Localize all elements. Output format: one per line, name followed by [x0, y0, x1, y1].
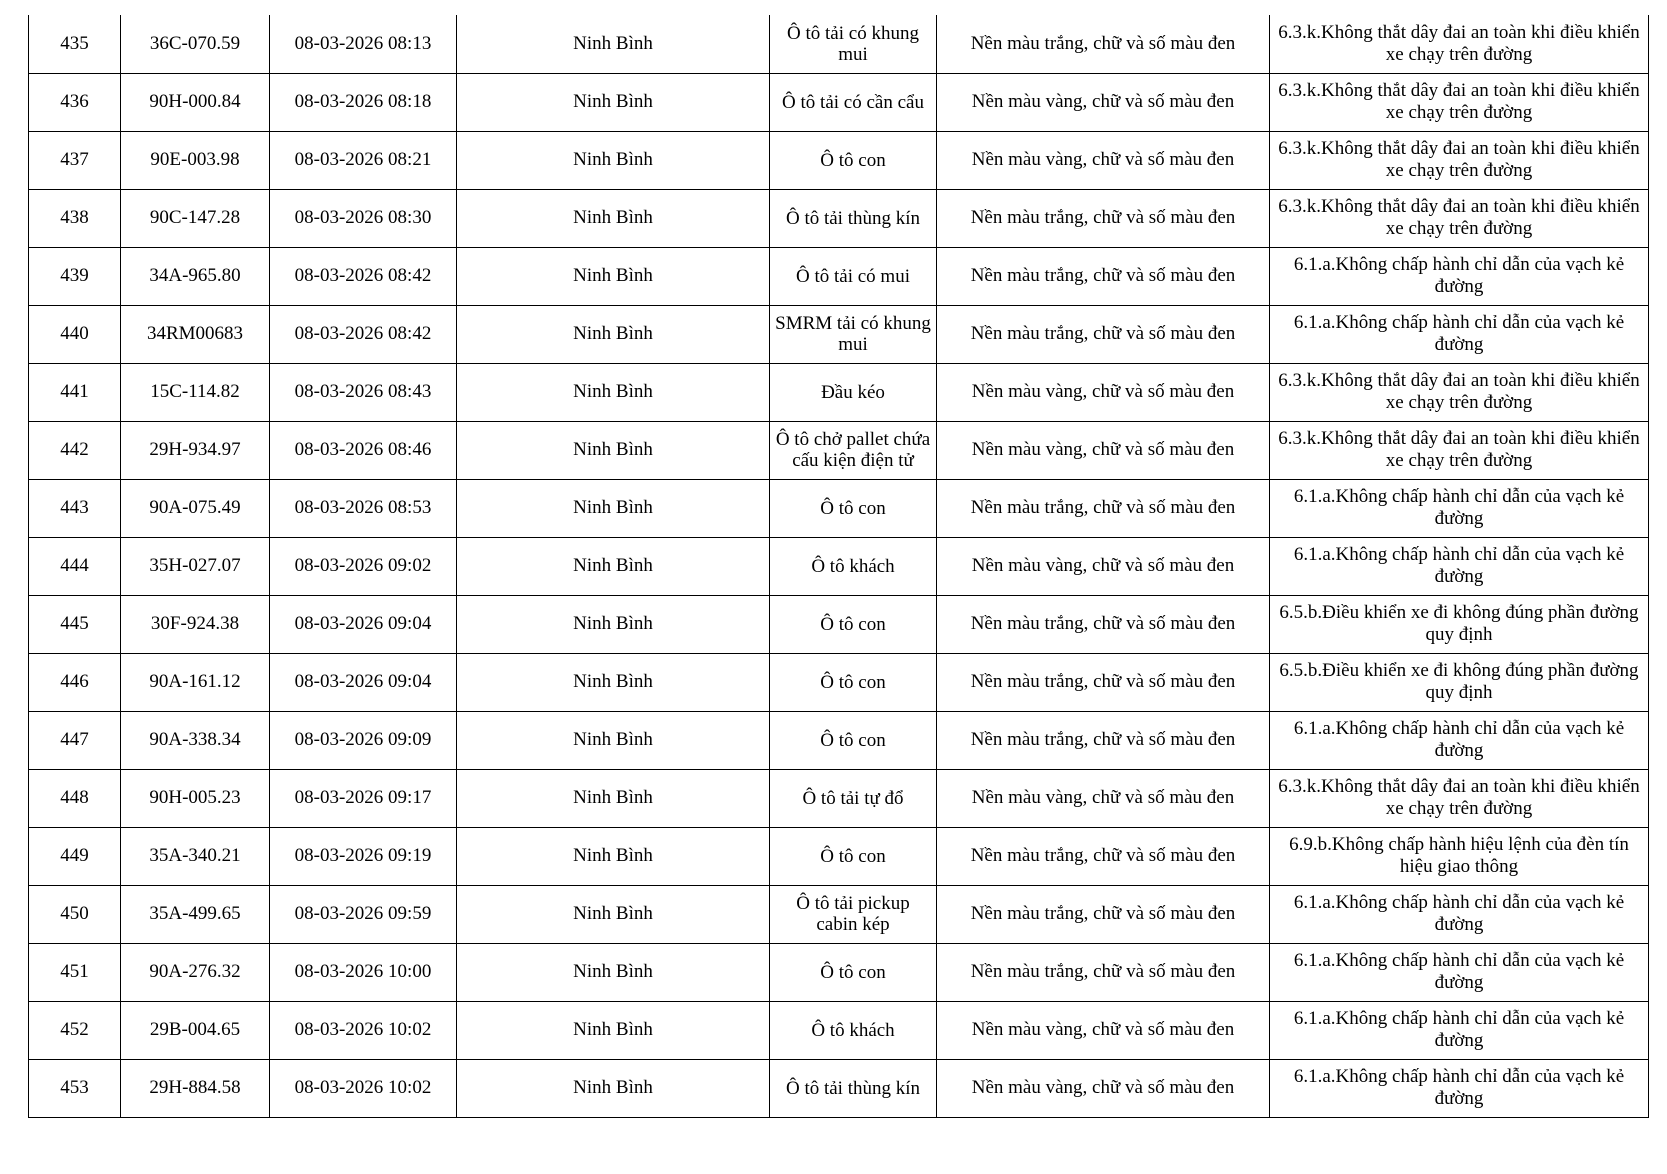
cell-location: Ninh Bình [457, 15, 770, 73]
cell-violation: 6.5.b.Điều khiển xe đi không đúng phần đường quy định [1270, 653, 1649, 711]
table-row [29, 653, 1649, 711]
table-row [29, 305, 1649, 363]
cell-stt: 438 [29, 189, 121, 247]
table-row [29, 595, 1649, 653]
table-row [29, 1059, 1649, 1117]
cell-vehicle-type: Ô tô chở pallet chứa cấu kiện điện tử [770, 421, 937, 479]
cell-violation: 6.3.k.Không thắt dây đai an toàn khi điều khiển xe chạy trên đường [1270, 363, 1649, 421]
table-row [29, 537, 1649, 595]
cell-plate-number: 90A-276.32 [121, 943, 270, 1001]
table-row [29, 943, 1649, 1001]
table-row [29, 73, 1649, 131]
table-row [29, 711, 1649, 769]
cell-plate-color: Nền màu trắng, chữ và số màu đen [937, 885, 1270, 943]
cell-timestamp: 08-03-2026 08:43 [270, 363, 457, 421]
cell-stt: 439 [29, 247, 121, 305]
cell-vehicle-type: Ô tô tải pickup cabin kép [770, 885, 937, 943]
cell-location: Ninh Bình [457, 189, 770, 247]
table-row [29, 1001, 1649, 1059]
cell-plate-color: Nền màu trắng, chữ và số màu đen [937, 189, 1270, 247]
cell-location: Ninh Bình [457, 73, 770, 131]
cell-plate-number: 90H-005.23 [121, 769, 270, 827]
cell-vehicle-type: SMRM tải có khung mui [770, 305, 937, 363]
cell-plate-number: 90C-147.28 [121, 189, 270, 247]
cell-plate-number: 90H-000.84 [121, 73, 270, 131]
cell-timestamp: 08-03-2026 09:17 [270, 769, 457, 827]
cell-location: Ninh Bình [457, 363, 770, 421]
cell-plate-number: 34RM00683 [121, 305, 270, 363]
cell-timestamp: 08-03-2026 08:30 [270, 189, 457, 247]
cell-plate-number: 30F-924.38 [121, 595, 270, 653]
cell-plate-number: 29H-934.97 [121, 421, 270, 479]
cell-timestamp: 08-03-2026 10:02 [270, 1059, 457, 1117]
cell-stt: 451 [29, 943, 121, 1001]
cell-location: Ninh Bình [457, 653, 770, 711]
cell-stt: 453 [29, 1059, 121, 1117]
cell-timestamp: 08-03-2026 10:00 [270, 943, 457, 1001]
table-row [29, 769, 1649, 827]
cell-plate-number: 90A-338.34 [121, 711, 270, 769]
cell-stt: 443 [29, 479, 121, 537]
cell-plate-color: Nền màu trắng, chữ và số màu đen [937, 653, 1270, 711]
cell-plate-color: Nền màu trắng, chữ và số màu đen [937, 305, 1270, 363]
cell-vehicle-type: Ô tô con [770, 595, 937, 653]
cell-stt: 446 [29, 653, 121, 711]
cell-timestamp: 08-03-2026 09:04 [270, 595, 457, 653]
table-row [29, 131, 1649, 189]
table-row [29, 827, 1649, 885]
cell-timestamp: 08-03-2026 09:59 [270, 885, 457, 943]
cell-location: Ninh Bình [457, 885, 770, 943]
cell-stt: 441 [29, 363, 121, 421]
cell-vehicle-type: Ô tô tải có cần cẩu [770, 73, 937, 131]
cell-violation: 6.1.a.Không chấp hành chỉ dẫn của vạch kẻ đường [1270, 247, 1649, 305]
cell-plate-color: Nền màu trắng, chữ và số màu đen [937, 15, 1270, 73]
table-row [29, 15, 1649, 73]
cell-violation: 6.3.k.Không thắt dây đai an toàn khi điều khiển xe chạy trên đường [1270, 189, 1649, 247]
cell-stt: 440 [29, 305, 121, 363]
cell-vehicle-type: Ô tô con [770, 827, 937, 885]
cell-location: Ninh Bình [457, 595, 770, 653]
cell-timestamp: 08-03-2026 09:02 [270, 537, 457, 595]
cell-stt: 435 [29, 15, 121, 73]
cell-location: Ninh Bình [457, 421, 770, 479]
cell-stt: 450 [29, 885, 121, 943]
cell-violation: 6.3.k.Không thắt dây đai an toàn khi điều khiển xe chạy trên đường [1270, 15, 1649, 73]
cell-vehicle-type: Ô tô tải tự đổ [770, 769, 937, 827]
cell-plate-color: Nền màu trắng, chữ và số màu đen [937, 943, 1270, 1001]
cell-violation: 6.3.k.Không thắt dây đai an toàn khi điều khiển xe chạy trên đường [1270, 421, 1649, 479]
cell-violation: 6.5.b.Điều khiển xe đi không đúng phần đường quy định [1270, 595, 1649, 653]
cell-plate-color: Nền màu vàng, chữ và số màu đen [937, 769, 1270, 827]
table-row [29, 421, 1649, 479]
cell-location: Ninh Bình [457, 247, 770, 305]
cell-vehicle-type: Ô tô con [770, 479, 937, 537]
cell-plate-number: 35H-027.07 [121, 537, 270, 595]
cell-timestamp: 08-03-2026 08:13 [270, 15, 457, 73]
cell-vehicle-type: Ô tô tải có mui [770, 247, 937, 305]
cell-violation: 6.9.b.Không chấp hành hiệu lệnh của đèn tín hiệu giao thông [1270, 827, 1649, 885]
cell-location: Ninh Bình [457, 1059, 770, 1117]
cell-plate-number: 35A-340.21 [121, 827, 270, 885]
cell-plate-color: Nền màu vàng, chữ và số màu đen [937, 1059, 1270, 1117]
cell-timestamp: 08-03-2026 08:18 [270, 73, 457, 131]
cell-vehicle-type: Ô tô khách [770, 537, 937, 595]
cell-vehicle-type: Đầu kéo [770, 363, 937, 421]
cell-plate-number: 15C-114.82 [121, 363, 270, 421]
cell-vehicle-type: Ô tô con [770, 653, 937, 711]
table-row [29, 189, 1649, 247]
cell-violation: 6.1.a.Không chấp hành chỉ dẫn của vạch kẻ đường [1270, 537, 1649, 595]
cell-plate-color: Nền màu trắng, chữ và số màu đen [937, 711, 1270, 769]
cell-timestamp: 08-03-2026 09:04 [270, 653, 457, 711]
cell-plate-number: 29B-004.65 [121, 1001, 270, 1059]
table-row [29, 363, 1649, 421]
cell-vehicle-type: Ô tô tải có khung mui [770, 15, 937, 73]
cell-plate-number: 36C-070.59 [121, 15, 270, 73]
cell-plate-number: 90A-161.12 [121, 653, 270, 711]
cell-timestamp: 08-03-2026 08:21 [270, 131, 457, 189]
cell-timestamp: 08-03-2026 08:42 [270, 305, 457, 363]
cell-plate-color: Nền màu vàng, chữ và số màu đen [937, 537, 1270, 595]
cell-violation: 6.1.a.Không chấp hành chỉ dẫn của vạch kẻ đường [1270, 943, 1649, 1001]
cell-plate-color: Nền màu trắng, chữ và số màu đen [937, 827, 1270, 885]
table-body [29, 15, 1649, 1117]
cell-plate-number: 90E-003.98 [121, 131, 270, 189]
cell-location: Ninh Bình [457, 131, 770, 189]
cell-plate-number: 29H-884.58 [121, 1059, 270, 1117]
cell-plate-color: Nền màu vàng, chữ và số màu đen [937, 363, 1270, 421]
cell-vehicle-type: Ô tô tải thùng kín [770, 1059, 937, 1117]
table-row [29, 479, 1649, 537]
cell-stt: 452 [29, 1001, 121, 1059]
cell-plate-color: Nền màu vàng, chữ và số màu đen [937, 131, 1270, 189]
cell-plate-number: 90A-075.49 [121, 479, 270, 537]
cell-timestamp: 08-03-2026 10:02 [270, 1001, 457, 1059]
cell-violation: 6.1.a.Không chấp hành chỉ dẫn của vạch kẻ đường [1270, 711, 1649, 769]
table-row [29, 247, 1649, 305]
cell-stt: 445 [29, 595, 121, 653]
cell-plate-color: Nền màu vàng, chữ và số màu đen [937, 73, 1270, 131]
cell-timestamp: 08-03-2026 08:42 [270, 247, 457, 305]
cell-timestamp: 08-03-2026 08:53 [270, 479, 457, 537]
cell-stt: 436 [29, 73, 121, 131]
cell-violation: 6.1.a.Không chấp hành chỉ dẫn của vạch kẻ đường [1270, 479, 1649, 537]
table-row [29, 885, 1649, 943]
cell-location: Ninh Bình [457, 827, 770, 885]
cell-location: Ninh Bình [457, 537, 770, 595]
cell-stt: 448 [29, 769, 121, 827]
cell-location: Ninh Bình [457, 711, 770, 769]
cell-location: Ninh Bình [457, 479, 770, 537]
cell-vehicle-type: Ô tô con [770, 943, 937, 1001]
cell-plate-color: Nền màu trắng, chữ và số màu đen [937, 247, 1270, 305]
cell-location: Ninh Bình [457, 943, 770, 1001]
cell-plate-color: Nền màu trắng, chữ và số màu đen [937, 479, 1270, 537]
cell-violation: 6.3.k.Không thắt dây đai an toàn khi điều khiển xe chạy trên đường [1270, 769, 1649, 827]
cell-violation: 6.1.a.Không chấp hành chỉ dẫn của vạch kẻ đường [1270, 1059, 1649, 1117]
cell-stt: 449 [29, 827, 121, 885]
cell-plate-color: Nền màu trắng, chữ và số màu đen [937, 595, 1270, 653]
cell-vehicle-type: Ô tô khách [770, 1001, 937, 1059]
cell-timestamp: 08-03-2026 08:46 [270, 421, 457, 479]
cell-violation: 6.1.a.Không chấp hành chỉ dẫn của vạch kẻ đường [1270, 305, 1649, 363]
cell-stt: 437 [29, 131, 121, 189]
cell-location: Ninh Bình [457, 1001, 770, 1059]
cell-violation: 6.1.a.Không chấp hành chỉ dẫn của vạch kẻ đường [1270, 1001, 1649, 1059]
cell-plate-number: 34A-965.80 [121, 247, 270, 305]
cell-timestamp: 08-03-2026 09:09 [270, 711, 457, 769]
cell-stt: 444 [29, 537, 121, 595]
cell-timestamp: 08-03-2026 09:19 [270, 827, 457, 885]
cell-plate-color: Nền màu vàng, chữ và số màu đen [937, 421, 1270, 479]
cell-plate-color: Nền màu vàng, chữ và số màu đen [937, 1001, 1270, 1059]
cell-violation: 6.3.k.Không thắt dây đai an toàn khi điều khiển xe chạy trên đường [1270, 131, 1649, 189]
cell-violation: 6.3.k.Không thắt dây đai an toàn khi điều khiển xe chạy trên đường [1270, 73, 1649, 131]
cell-vehicle-type: Ô tô con [770, 131, 937, 189]
cell-plate-number: 35A-499.65 [121, 885, 270, 943]
cell-location: Ninh Bình [457, 769, 770, 827]
cell-vehicle-type: Ô tô tải thùng kín [770, 189, 937, 247]
cell-stt: 447 [29, 711, 121, 769]
cell-stt: 442 [29, 421, 121, 479]
cell-location: Ninh Bình [457, 305, 770, 363]
cell-violation: 6.1.a.Không chấp hành chỉ dẫn của vạch kẻ đường [1270, 885, 1649, 943]
cell-vehicle-type: Ô tô con [770, 711, 937, 769]
violations-table [28, 15, 1649, 1118]
